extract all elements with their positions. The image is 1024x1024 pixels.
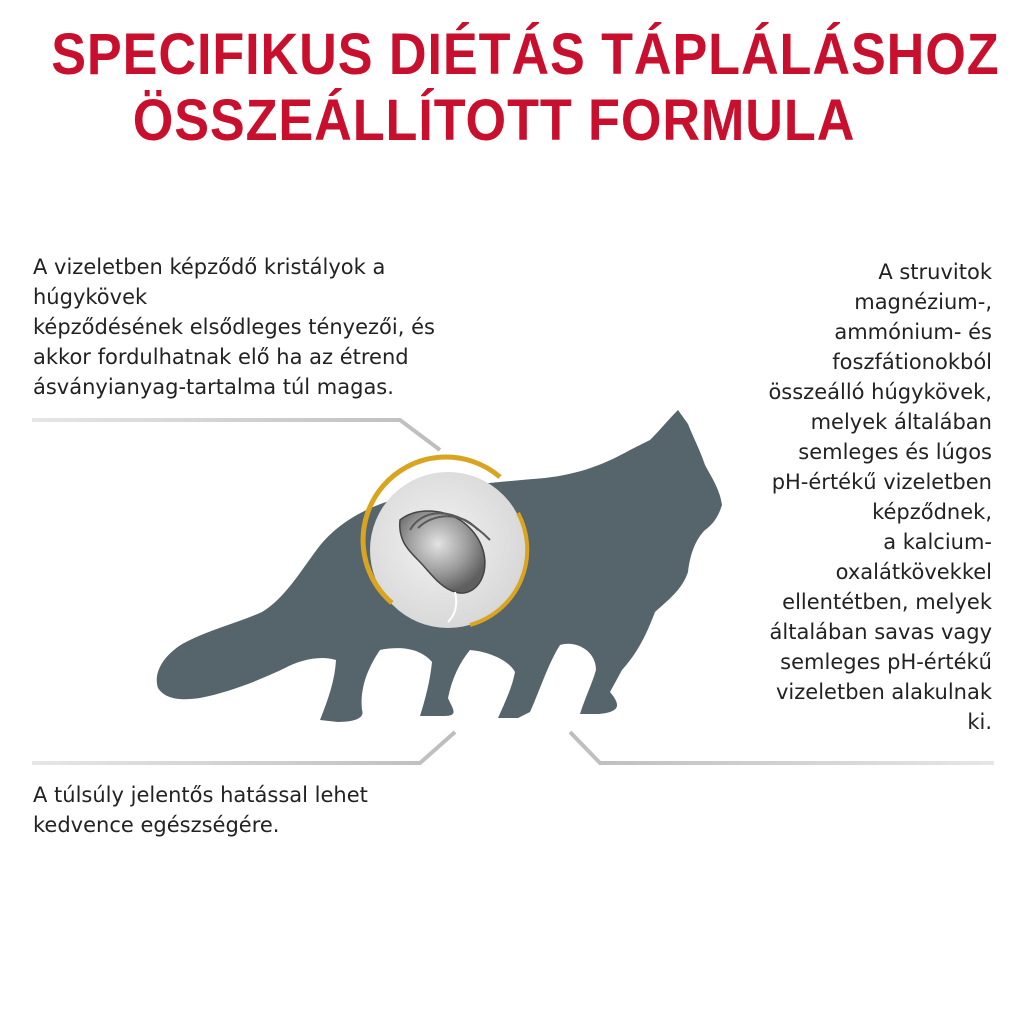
title-line-2: ÖSSZEÁLLÍTOTT FORMULA [132,88,856,153]
title-line-1: SPECIFIKUS DIÉTÁS TÁPLÁLÁSHOZ [51,22,1000,87]
callout-line: ellentétben, melyek [782,590,992,614]
callout-line: ammónium- és [834,320,992,344]
callout-line: semleges és lúgos [798,440,992,464]
callout-line: képződnek, [872,500,992,524]
callout-line: semleges pH-értékű [780,650,992,674]
connector-line-bottom-left [32,732,455,763]
callout-line: összeálló húgykövek, [768,380,992,404]
callout-line: pH-értékű vizeletben [771,470,992,494]
callout-line: általában savas vagy [769,620,992,644]
connector-line-top-left [32,420,440,450]
callout-line: ásványianyag-tartalma túl magas. [33,375,394,399]
callout-line: ki. [967,710,992,734]
callout-line: oxalátkövekkel [835,560,992,584]
callout-line: A struvitok [878,260,992,284]
callout-line: kedvence egészségére. [33,813,280,837]
callout-line: melyek általában [810,410,992,434]
callout-line: képződésének elsődleges tényezői, és [33,315,435,339]
callout-line: A túlsúly jelentős hatással lehet [33,783,368,807]
callout-line: vizeletben alakulnak [776,680,992,704]
callout-line: a kalcium- [883,530,992,554]
connector-line-right [570,732,994,763]
callout-line: akkor fordulhatnak elő ha az étrend [33,345,409,369]
callout-line: A vizeletben képződő kristályok a [33,255,386,279]
callout-line: húgykövek [33,285,148,309]
callout-line: foszfátionokból [832,350,992,374]
callout-line: magnézium-, [854,290,992,314]
